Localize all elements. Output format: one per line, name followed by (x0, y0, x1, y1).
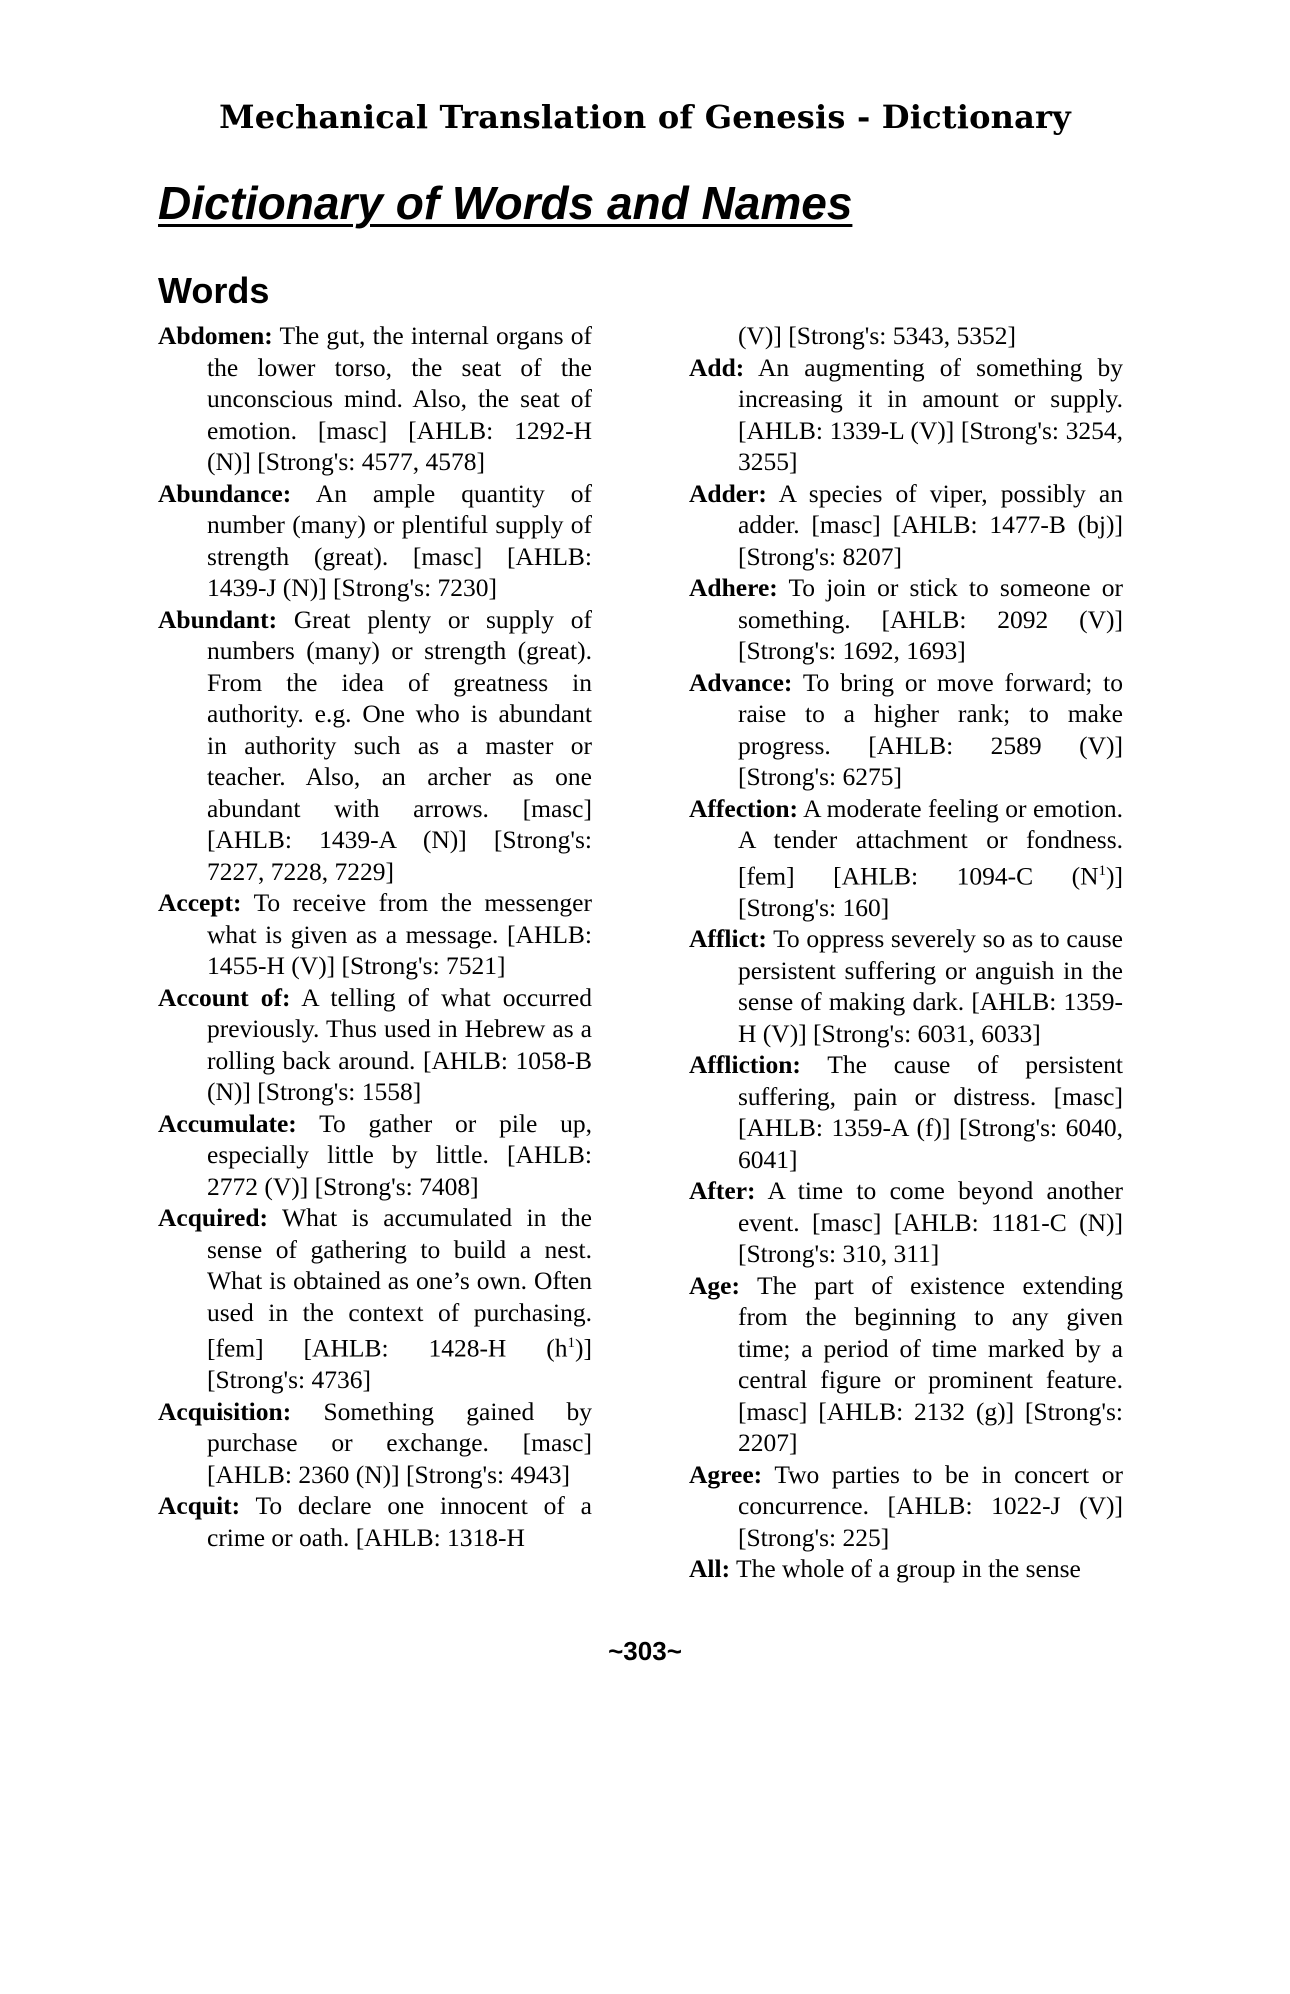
entry-term: Adhere: (689, 573, 778, 602)
running-header: Mechanical Translation of Genesis - Dictionary (219, 98, 1071, 136)
entry-term: Agree: (689, 1459, 763, 1489)
entry-definition-tail: )] [Strong's: 4736] (207, 1333, 592, 1394)
entry-term: Abundance: (158, 478, 292, 508)
entry-definition: A telling of what occurred previously. Thus used in Hebrew as a rolling back around. [AHLB: 1058-B (N)] [Strong's: 1558] (207, 982, 592, 1106)
entry-definition: Great plenty or supply of numbers (many) or strength (great). From the idea of greatness in authority. e.g. One who is abundant in authority such as a master or teacher. Also, an archer as one abundant with arrows. [masc] [AHLB: 1439-A (N)] [Strong's: 7227, 7228, 7229] (207, 604, 593, 886)
dictionary-entry (158, 1396, 592, 1491)
dictionary-entry (158, 982, 592, 1108)
dictionary-entry (689, 1049, 1123, 1175)
entry-term: Advance: (689, 667, 793, 697)
dictionary-entry (689, 667, 1123, 793)
entry-definition: The gut, the internal organs of the lower torso, the seat of the unconscious mind. Also, the seat of emotion. [masc] [AHLB: 1292-H (N)] [Strong's: 4577, 4578] (207, 321, 593, 476)
entry-term: Acquired: (158, 1203, 269, 1232)
dictionary-entry (689, 1459, 1123, 1554)
entry-term: Age: (689, 1270, 740, 1300)
section-heading: Words (158, 270, 270, 311)
entry-definition: The part of existence extending from the beginning to any given time; a period of time marked by a central figure or prominent feature. [masc] [AHLB: 2132 (g)] [Strong's: 2207] (738, 1270, 1123, 1457)
left-column (158, 320, 592, 1553)
entry-definition: A time to come beyond another event. [masc] [AHLB: 1181-C (N)] [Strong's: 310, 311] (738, 1176, 1123, 1268)
entry-definition: The cause of persistent suffering, pain or distress. [masc] [AHLB: 1359-A (f)] [Strong's: 6040, 6041] (738, 1050, 1123, 1174)
dictionary-entry (689, 572, 1123, 667)
entry-term: Afflict: (689, 924, 767, 953)
dictionary-entry (158, 604, 592, 888)
entry-definition: A species of viper, possibly an adder. [masc] [AHLB: 1477-B (bj)] [Strong's: 8207] (738, 478, 1123, 571)
dictionary-entry (689, 1553, 1123, 1585)
entry-term: Abdomen: (158, 321, 273, 350)
entry-term: Adder: (689, 478, 767, 508)
entry-definition: Two parties to be in concert or concurrence. [AHLB: 1022-J (V)] [Strong's: 225] (738, 1459, 1123, 1552)
dictionary-entry (158, 1202, 592, 1396)
dictionary-entry (689, 478, 1123, 573)
entry-term: After: (689, 1176, 756, 1205)
superscript-index: 1 (567, 1335, 576, 1351)
right-column (689, 320, 1123, 1585)
entry-definition: An ample quantity of number (many) or plentiful supply of strength (great). [masc] [AHLB: 1439-J (N)] [Strong's: 7230] (207, 478, 592, 602)
dictionary-entry (689, 923, 1123, 1049)
entry-definition: To declare one innocent of a crime or oath. [AHLB: 1318-H (207, 1491, 592, 1552)
entry-definition: To bring or move forward; to raise to a higher rank; to make progress. [AHLB: 2589 (V)] [Strong's: 6275] (738, 667, 1123, 791)
entry-definition: A moderate feeling or emotion. A tender attachment or fondness. [fem] [AHLB: 1094-C (N (738, 793, 1123, 890)
entry-term: Accumulate: (158, 1108, 297, 1138)
entry-term: Abundant: (158, 604, 278, 634)
entry-term: Accept: (158, 888, 242, 917)
superscript-index: 1 (1098, 862, 1107, 879)
dictionary-entry (689, 352, 1123, 478)
entry-definition: What is accumulated in the sense of gathering to build a nest. What is obtained as one’s own. Often used in the context of purchasing. [fem] [AHLB: 1428-H (h (207, 1203, 592, 1363)
dictionary-entry (689, 793, 1123, 924)
entry-term: All: (689, 1554, 731, 1583)
dictionary-entry (158, 1490, 592, 1553)
entry-definition: To gather or pile up, especially little by little. [AHLB: 2772 (V)] [Strong's: 7408] (207, 1108, 592, 1201)
entry-definition: To oppress severely so as to cause persistent suffering or anguish in the sense of making dark. [AHLB: 1359-H (V)] [Strong's: 6031, 6033] (738, 924, 1123, 1048)
dictionary-entry (158, 320, 592, 478)
entry-term: Affliction: (689, 1050, 801, 1079)
dictionary-entry (689, 1270, 1123, 1459)
entry-term: Add: (689, 352, 745, 382)
entry-definition: To receive from the messenger what is given as a message. [AHLB: 1455-H (V)] [Strong's: 7521] (207, 888, 592, 980)
dictionary-entry (158, 887, 592, 982)
entry-definition-tail: )] [Strong's: 160] (738, 861, 1123, 922)
entry-definition: To join or stick to someone or something. [AHLB: 2092 (V)] [Strong's: 1692, 1693] (738, 573, 1123, 665)
page-number: ~303~ (608, 1636, 682, 1666)
entry-term: Account of: (158, 982, 291, 1012)
dictionary-entry (689, 1175, 1123, 1270)
entry-definition: The whole of a group in the sense (736, 1554, 1081, 1583)
entry-definition: Something gained by purchase or exchange. [masc] [AHLB: 2360 (N)] [Strong's: 4943] (207, 1396, 593, 1489)
page-title: Dictionary of Words and Names (158, 177, 853, 229)
dictionary-entry (158, 1108, 592, 1203)
dictionary-entry (158, 478, 592, 604)
entry-term: Acquisition: (158, 1396, 292, 1426)
entry-term: Affection: (689, 793, 799, 823)
entry-definition: An augmenting of something by increasing it in amount or supply. [AHLB: 1339-L (V)] [Strong's: 3254, 3255] (738, 352, 1124, 476)
continued-entry-text: (V)] [Strong's: 5343, 5352] (738, 321, 1016, 350)
entry-term: Acquit: (158, 1491, 241, 1520)
